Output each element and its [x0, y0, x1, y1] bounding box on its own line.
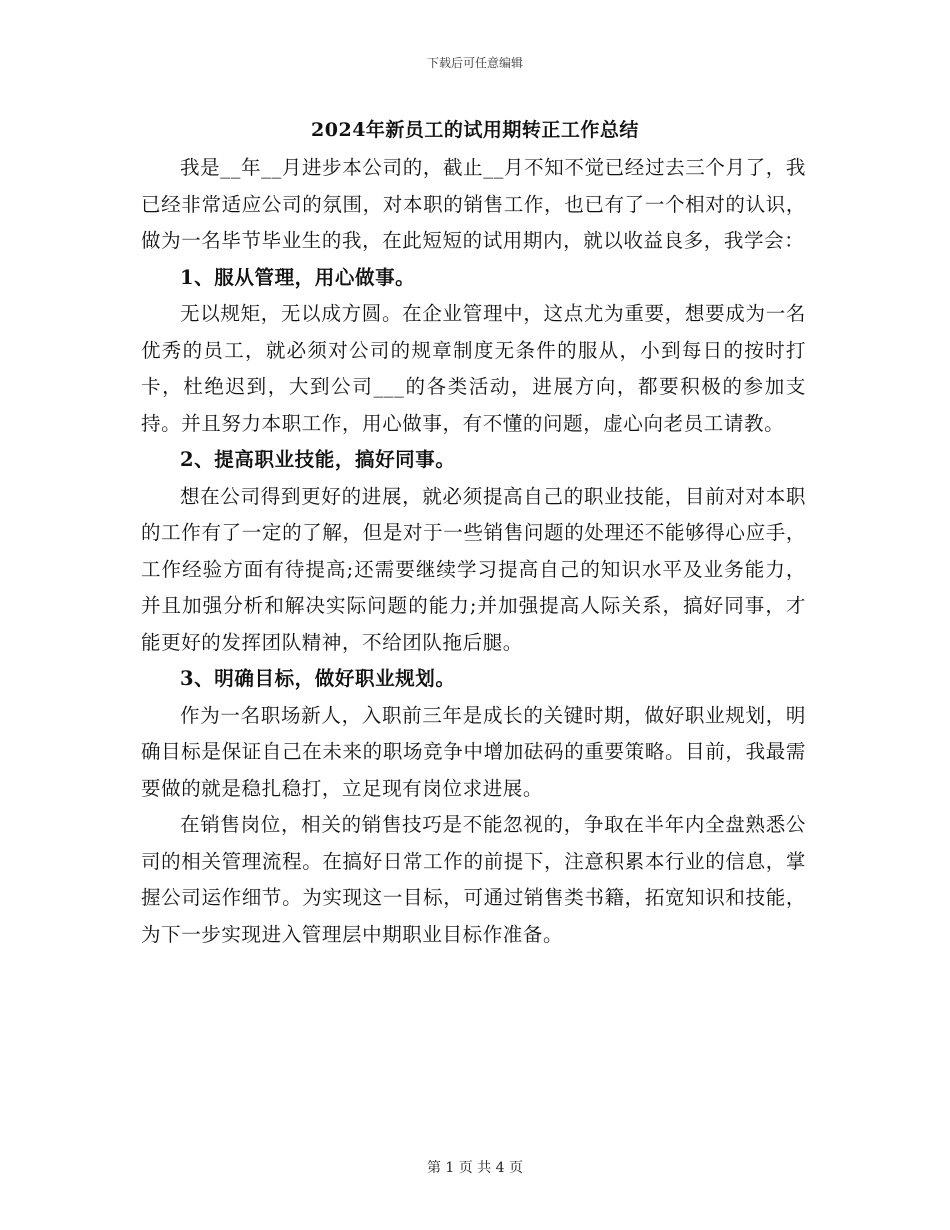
section-paragraph-3b: 在销售岗位，相关的销售技巧是不能忽视的，争取在半年内全盘熟悉公司的相关管理流程。在搞好日常工作的前提下，注意积累本行业的信息，掌握公司运作细节。为实现这一目标，可通过销售类书籍，拓宽知识和技能，为下一步实现进入管理层中期职业目标作准备。 — [141, 813, 806, 946]
section-paragraph-2: 想在公司得到更好的进展，就必须提高自己的职业技能，目前对对本职的工作有了一定的了解，但是对于一些销售问题的处理还不能够得心应手，工作经验方面有待提高;还需要继续学习提高自己的知识水平及业务能力，并且加强分析和解决实际问题的能力;并加强提高人际关系，搞好同事，才能更好的发挥团队精神，不给团队拖后腿。 — [141, 484, 806, 654]
header-note: 下载后可任意编辑 — [426, 56, 523, 70]
section-heading-3: 3、明确目标，做好职业规划。 — [180, 667, 456, 690]
document-body — [141, 150, 806, 953]
section-heading-1: 1、服从管理，用心做事。 — [180, 265, 416, 289]
section-paragraph-3a: 作为一名职场新人，入职前三年是成长的关键时期，做好职业规划，明确目标是保证自己在未来的职场竞争中增加砝码的重要策略。目前，我最需要做的就是稳扎稳打，立足现有岗位求进展。 — [141, 703, 806, 800]
page-number: 第 1 页 共 4 页 — [426, 1160, 524, 1176]
section-paragraph-1: 无以规矩，无以成方圆。在企业管理中，这点尤为重要，想要成为一名优秀的员工，就必须对公司的规章制度无条件的服从，小到每日的按时打卡，杜绝迟到，大到公司___的各类活动，进展方向，都要积极的参加支持。并且努力本职工作，用心做事，有不懂的问题，虚心向老员工请教。 — [141, 302, 806, 435]
section-heading-2: 2、提高职业技能，搞好同事。 — [180, 448, 456, 471]
intro-paragraph: 我是__年__月进步本公司的，截止__月不知不觉已经过去三个月了，我已经非常适应公司的氛围，对本职的销售工作，也已有了一个相对的认识，做为一名毕节毕业生的我，在此短短的试用期内，就以收益良多，我学会： — [141, 156, 806, 252]
document-title: 2024年新员工的试用期转正工作总结 — [311, 119, 639, 141]
